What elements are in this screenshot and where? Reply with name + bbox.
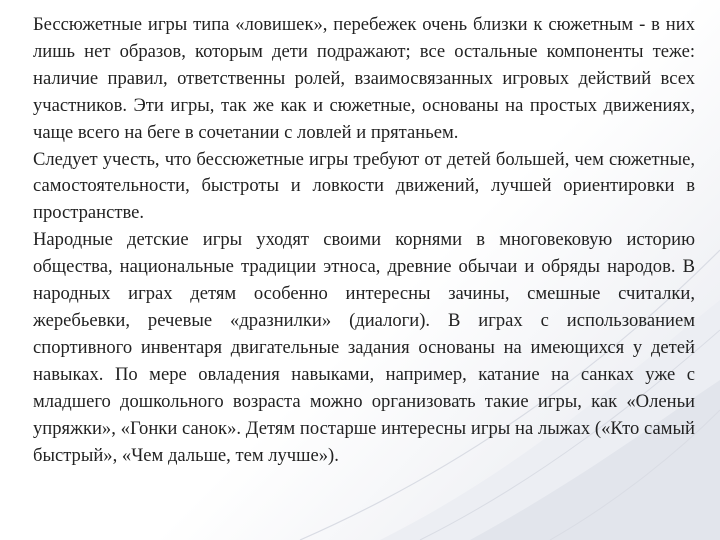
paragraph-plotless-games: Бессюжетные игры типа «ловишек», перебежек очень близки к сюжетным - в них лишь нет образов, которым дети подражают; все остальные компоненты теже: наличие правил, ответственны ролей, взаимосвязанных игровых действий всех участников. Эти игры, так же как и сюжетные, основаны на простых движениях, чаще всего на беге в сочетании с ловлей и прятаньем. (33, 14, 695, 143)
paragraph-folk-games: Народные детские игры уходят своими корнями в многовековую историю общества, национальные традиции этноса, древние обычаи и обряды народов. В народных играх детям особенно интересны зачины, смешные считалки, жеребьевки, речевые «дразнилки» (диалоги). В играх с использованием спортивного инвентаря двигательные задания основаны на имеющихся у детей навыках. По мере овладения навыками, например, катание на санках уже с младшего дошкольного возраста можно организовать такие игры, как «Оленьи упряжки», «Гонки санок». Детям постарше интересны игры на лыжах («Кто самый быстрый», «Чем дальше, тем лучше»). (33, 229, 695, 466)
text-body (33, 12, 695, 469)
paragraph-plotless-requirements: Следует учесть, что бессюжетные игры требуют от детей большей, чем сюжетные, самостоятельности, быстроты и ловкости движений, лучшей ориентировки в пространстве. (33, 148, 695, 224)
